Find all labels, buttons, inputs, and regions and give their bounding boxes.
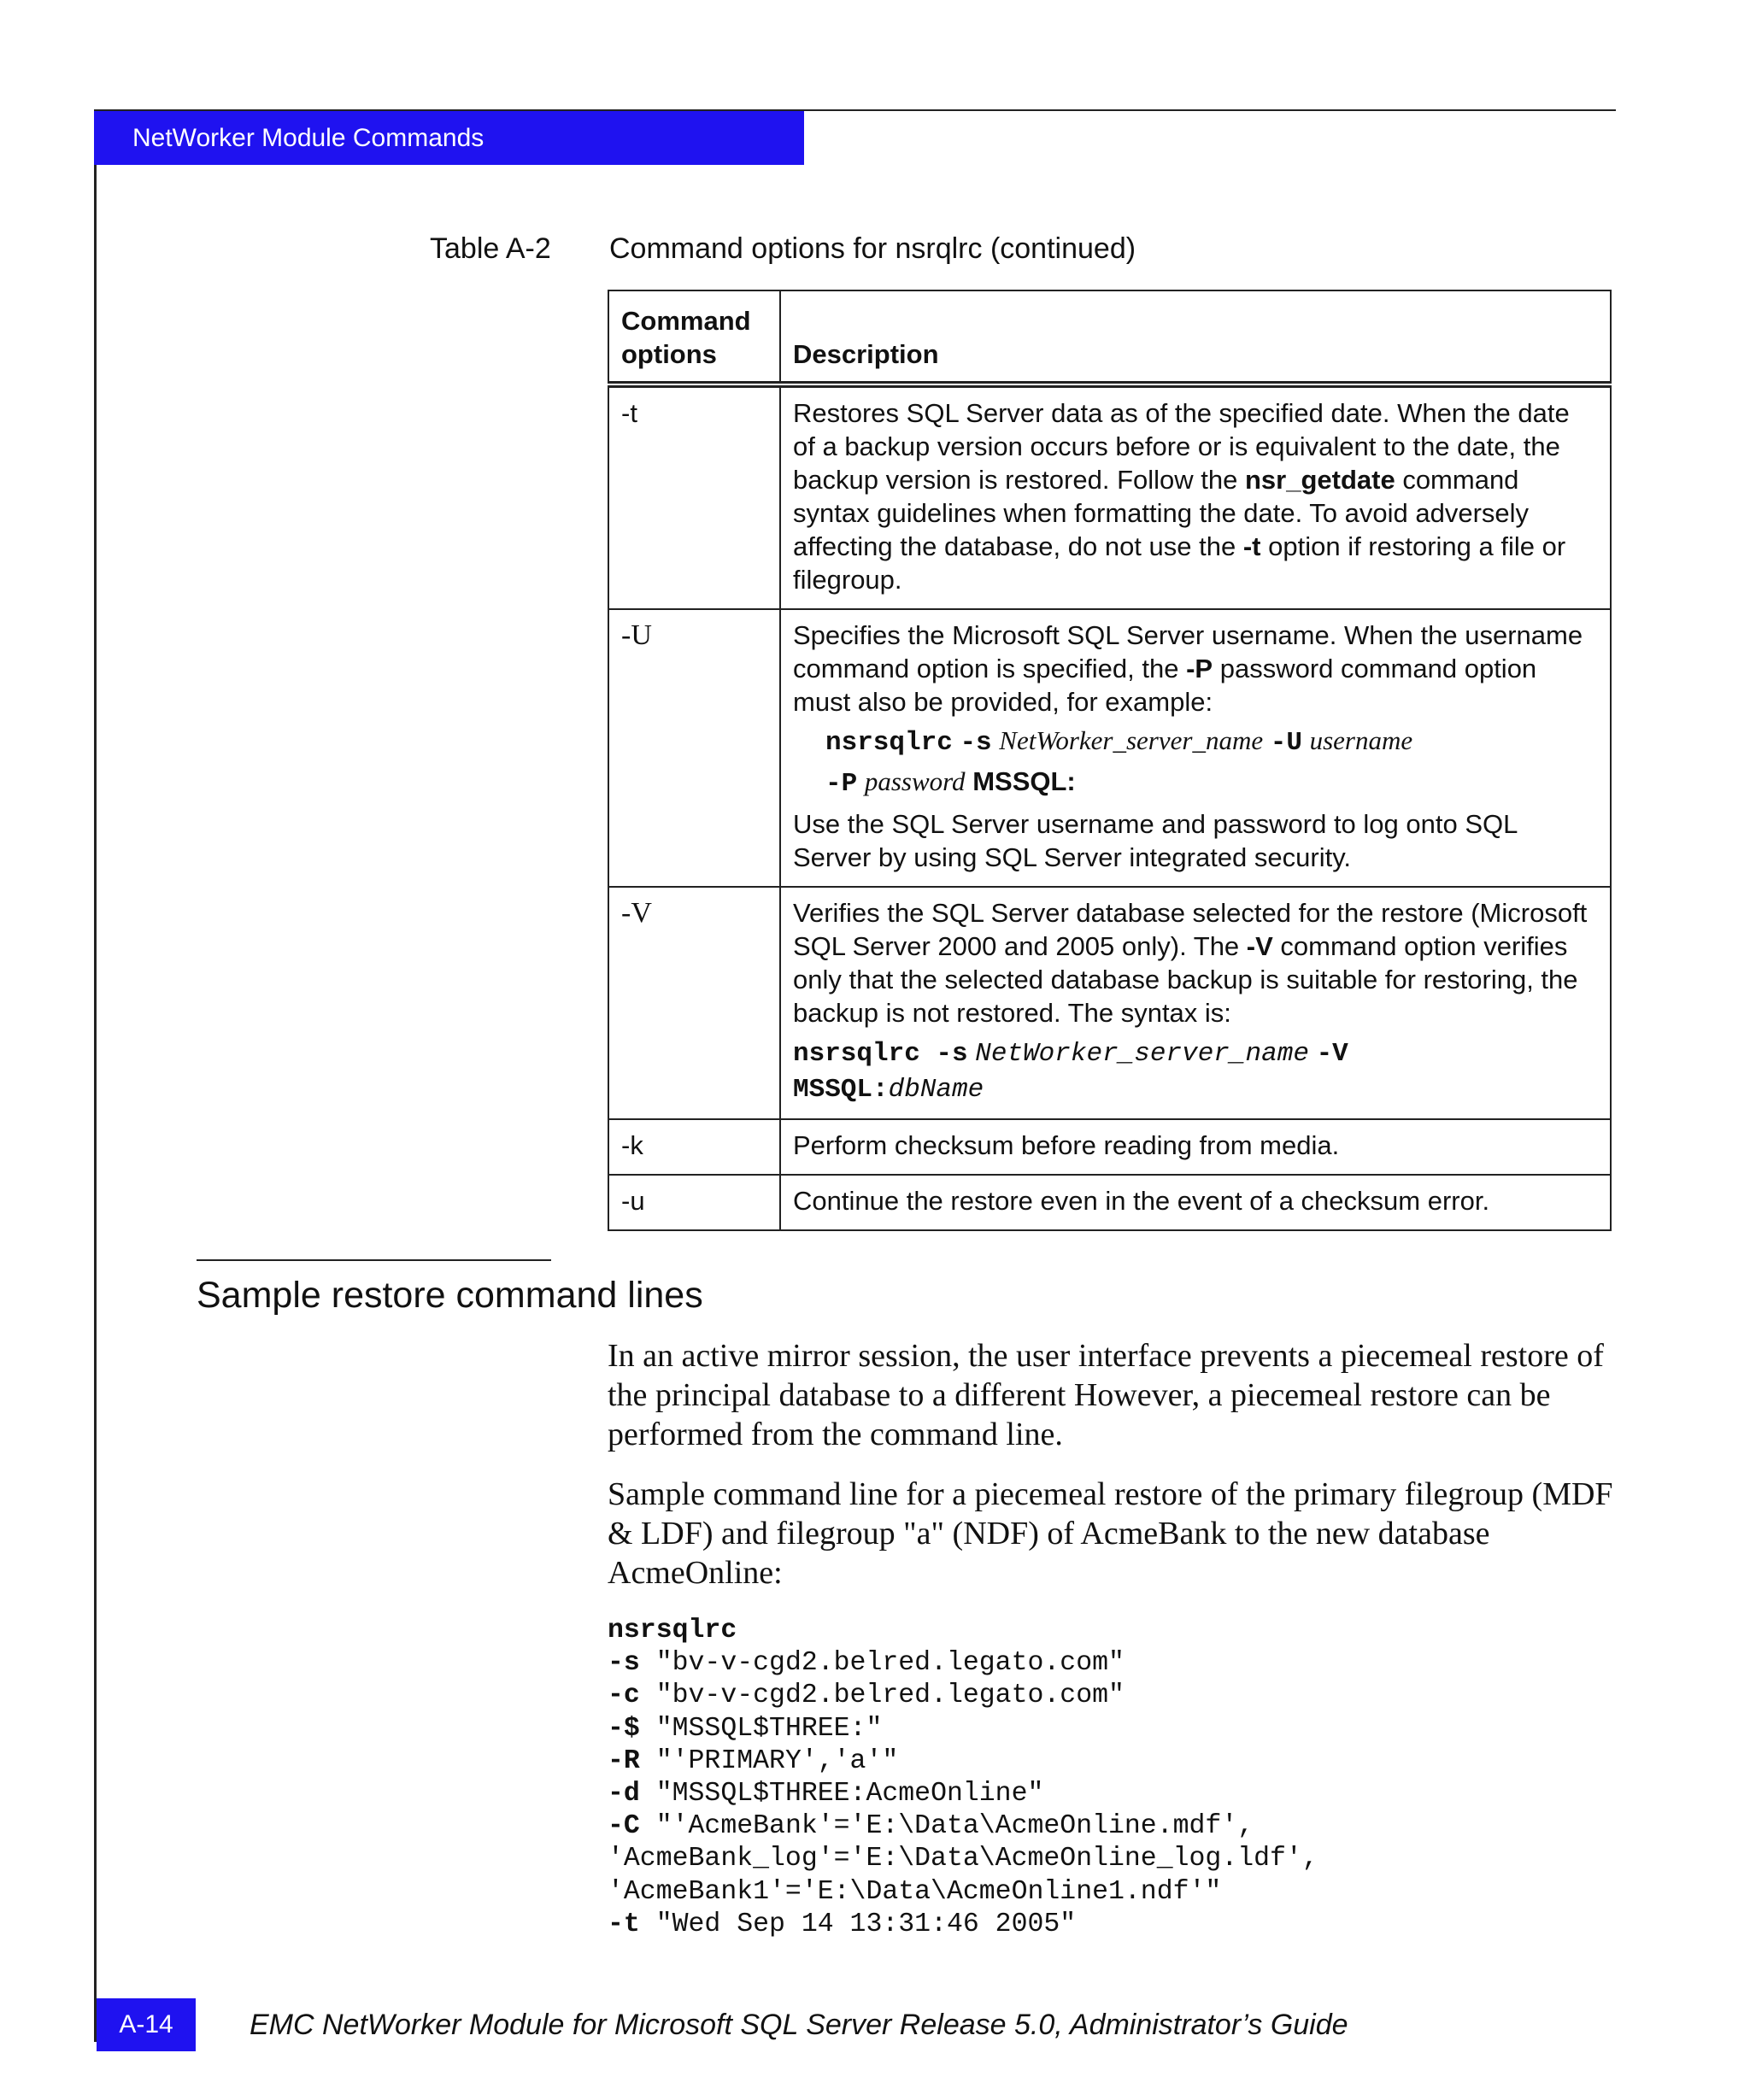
table-caption-title: Command options for nsrqlrc (continued): [609, 232, 1136, 265]
code-example: nsrsqlrc -s NetWorker_server_name -U username: [825, 725, 1413, 758]
sample-command-block: [608, 1615, 1318, 1941]
section-header-tab: NetWorker Module Commands: [94, 111, 804, 165]
command-options-table: [608, 290, 1612, 1231]
description-cell: Specifies the Microsoft SQL Server username. When the username command option is specified, the -P password command option must also be provided, for example: nsrsqlrc -s NetWorker_server_name -U username -P password MSSQL: Use the SQL Server username and password to log onto SQL Server by using SQL Server integrated security.: [780, 609, 1611, 887]
table-caption-number: Table A-2: [430, 232, 551, 265]
option-cell: -t: [608, 384, 780, 609]
code-line: -$ "MSSQL$THREE:": [608, 1713, 883, 1744]
table-header-row: [608, 290, 1611, 384]
body-paragraph: In an active mirror session, the user interface prevents a piecemeal restore of the principal database to a different However, a piecemeal restore can be performed from the command line.: [608, 1338, 1604, 1452]
option-cell: -U: [608, 609, 780, 887]
code-example: MSSQL:dbName: [793, 1075, 984, 1105]
description-cell: Perform checksum before reading from media.: [780, 1119, 1611, 1175]
section-title: Sample restore command lines: [197, 1275, 703, 1316]
description-cell: Continue the restore even in the event of a checksum error.: [780, 1175, 1611, 1230]
code-line: -s "bv-v-cgd2.belred.legato.com": [608, 1648, 1125, 1679]
section-rule: [197, 1259, 551, 1261]
option-cell: -k: [608, 1119, 780, 1175]
code-line: -d "MSSQL$THREE:AcmeOnline": [608, 1779, 1044, 1810]
code-example: -P password MSSQL:: [825, 766, 1076, 799]
table-row: [608, 384, 1611, 609]
code-line: 'AcmeBank_log'='E:\Data\AcmeOnline_log.ldf',: [608, 1844, 1318, 1874]
column-header-options: Command options: [608, 290, 780, 384]
margin-rule: [94, 109, 97, 2042]
table-row: [608, 887, 1611, 1119]
column-header-description: Description: [780, 290, 1611, 384]
code-line: -c "bv-v-cgd2.belred.legato.com": [608, 1681, 1125, 1711]
code-line: -C "'AcmeBank'='E:\Data\AcmeOnline.mdf',: [608, 1811, 1254, 1842]
page-number-badge: A-14: [97, 1998, 196, 2051]
code-line: 'AcmeBank1'='E:\Data\AcmeOnline1.ndf'": [608, 1876, 1222, 1907]
table-row: [608, 1175, 1611, 1230]
table-row: [608, 1119, 1611, 1175]
footer-book-title: EMC NetWorker Module for Microsoft SQL Server Release 5.0, Administrator’s Guide: [250, 2009, 1348, 2041]
option-cell: -u: [608, 1175, 780, 1230]
description-cell: Verifies the SQL Server database selected for the restore (Microsoft SQL Server 2000 and 2005 only). The -V command option verifies only that the selected database backup is suitable for restoring, the backup is not restored. The syntax is: nsrsqlrc -s NetWorker_server_name -V MSSQL:dbName: [780, 887, 1611, 1119]
code-line: -R "'PRIMARY','a'": [608, 1745, 899, 1776]
code-line: nsrsqlrc: [608, 1616, 737, 1645]
body-paragraph: Sample command line for a piecemeal restore of the primary filegroup (MDF & LDF) and filegroup "a" (NDF) of AcmeBank to the new database AcmeOnline:: [608, 1476, 1613, 1591]
table-row: [608, 609, 1611, 887]
code-line: -t "Wed Sep 14 13:31:46 2005": [608, 1909, 1077, 1939]
code-example: nsrsqlrc -s NetWorker_server_name -V: [793, 1039, 1348, 1069]
option-cell: -V: [608, 887, 780, 1119]
description-cell: Restores SQL Server data as of the specified date. When the date of a backup version occurs before or is equivalent to the date, the backup version is restored. Follow the nsr_getdate command syntax guidelines when formatting the date. To avoid adversely affecting the database, do not use the -t option if restoring a file or filegroup.: [780, 384, 1611, 609]
